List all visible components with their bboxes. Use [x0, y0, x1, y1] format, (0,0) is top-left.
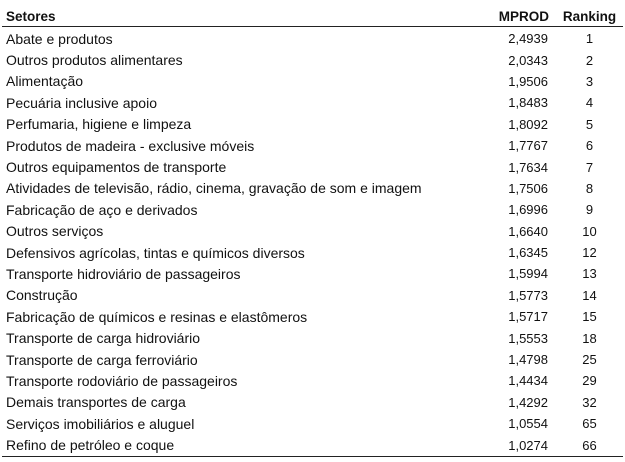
mprod-cell: 1,7634: [508, 159, 548, 175]
table-row: [2, 199, 623, 220]
table-row: [2, 135, 623, 156]
mprod-cell: 1,5553: [508, 330, 548, 346]
table-row: [2, 221, 623, 242]
sector-cell: Alimentação: [6, 73, 84, 90]
mprod-cell: 1,5994: [508, 266, 548, 282]
ranking-cell: 29: [582, 373, 597, 389]
table-row: [2, 349, 623, 370]
sector-cell: Perfumaria, higiene e limpeza: [6, 116, 192, 133]
sector-cell: Fabricação de químicos e resinas e elastômeros: [6, 308, 308, 325]
ranking-cell: 12: [582, 245, 597, 261]
table-header-row: [2, 6, 623, 27]
ranking-cell: 2: [585, 52, 594, 68]
sector-cell: Construção: [6, 287, 78, 304]
ranking-cell: 18: [582, 330, 597, 346]
sector-cell: Outros equipamentos de transporte: [6, 159, 227, 176]
sector-cell: Produtos de madeira - exclusive móveis: [6, 137, 255, 154]
mprod-cell: 1,6996: [508, 202, 548, 218]
ranking-cell: 14: [582, 287, 597, 303]
table-row: [2, 49, 623, 70]
mprod-ranking-table-container: [2, 6, 623, 457]
ranking-cell: 3: [585, 73, 594, 89]
ranking-cell: 13: [582, 266, 597, 282]
ranking-cell: 8: [585, 180, 594, 196]
mprod-cell: 1,0554: [508, 416, 548, 432]
table-row: [2, 370, 623, 391]
table-row: [2, 327, 623, 348]
mprod-cell: 1,4434: [508, 373, 548, 389]
sector-cell: Abate e produtos: [6, 30, 113, 47]
mprod-cell: 1,6345: [508, 245, 548, 261]
ranking-cell: 5: [585, 116, 594, 132]
mprod-cell: 2,0343: [508, 52, 548, 68]
table-row: [2, 263, 623, 284]
mprod-cell: 1,7506: [508, 180, 548, 196]
sector-cell: Atividades de televisão, rádio, cinema, gravação de som e imagem: [6, 180, 422, 197]
table-row: [2, 71, 623, 92]
sector-cell: Defensivos agrícolas, tintas e químicos diversos: [6, 244, 305, 261]
ranking-cell: 6: [585, 138, 594, 154]
ranking-cell: 7: [585, 159, 594, 175]
ranking-cell: 10: [582, 223, 597, 239]
ranking-cell: 9: [585, 202, 594, 218]
mprod-cell: 1,6640: [508, 223, 548, 239]
mprod-cell: 1,5717: [508, 309, 548, 325]
sector-cell: Serviços imobiliários e aluguel: [6, 415, 195, 432]
table-row: [2, 285, 623, 306]
header-mprod: MPROD: [492, 6, 556, 27]
mprod-cell: 1,9506: [508, 73, 548, 89]
table-row: [2, 178, 623, 199]
sector-cell: Transporte rodoviário de passageiros: [6, 372, 238, 389]
ranking-cell: 15: [582, 309, 597, 325]
sector-cell: Transporte de carga hidroviário: [6, 330, 201, 347]
sector-cell: Outros produtos alimentares: [6, 52, 183, 69]
sector-cell: Transporte de carga ferroviário: [6, 351, 198, 368]
mprod-cell: 1,7767: [508, 138, 548, 154]
table-row: [2, 114, 623, 135]
table-row: [2, 92, 623, 113]
mprod-cell: 1,4292: [508, 394, 548, 410]
table-row: [2, 413, 623, 434]
ranking-cell: 32: [582, 394, 597, 410]
mprod-cell: 1,4798: [508, 352, 548, 368]
header-ranking: Ranking: [556, 6, 623, 27]
header-sector: Setores: [2, 6, 492, 27]
sector-cell: Demais transportes de carga: [6, 394, 186, 411]
table-body: [2, 27, 623, 457]
sector-cell: Pecuária inclusive apoio: [6, 94, 157, 111]
ranking-cell: 25: [582, 352, 597, 368]
mprod-cell: 2,4939: [508, 31, 548, 47]
footnote-cutoff: [2, 454, 623, 462]
mprod-cell: 1,0274: [492, 434, 556, 456]
table-row: [2, 392, 623, 413]
table-row: [2, 156, 623, 177]
table-row: [2, 306, 623, 327]
mprod-cell: 1,8483: [508, 95, 548, 111]
sector-cell: Outros serviços: [6, 223, 104, 240]
ranking-cell: 65: [582, 416, 597, 432]
sector-cell: Transporte hidroviário de passageiros: [6, 265, 241, 282]
mprod-cell: 1,5773: [508, 287, 548, 303]
table-row: [2, 242, 623, 263]
sector-cell: Refino de petróleo e coque: [2, 434, 492, 456]
sector-cell: Fabricação de aço e derivados: [6, 201, 198, 218]
ranking-cell: 66: [556, 434, 623, 456]
ranking-cell: 4: [585, 95, 594, 111]
table-row: [2, 27, 623, 50]
mprod-cell: 1,8092: [508, 116, 548, 132]
ranking-cell: 1: [585, 31, 594, 47]
mprod-ranking-table: [2, 6, 623, 457]
